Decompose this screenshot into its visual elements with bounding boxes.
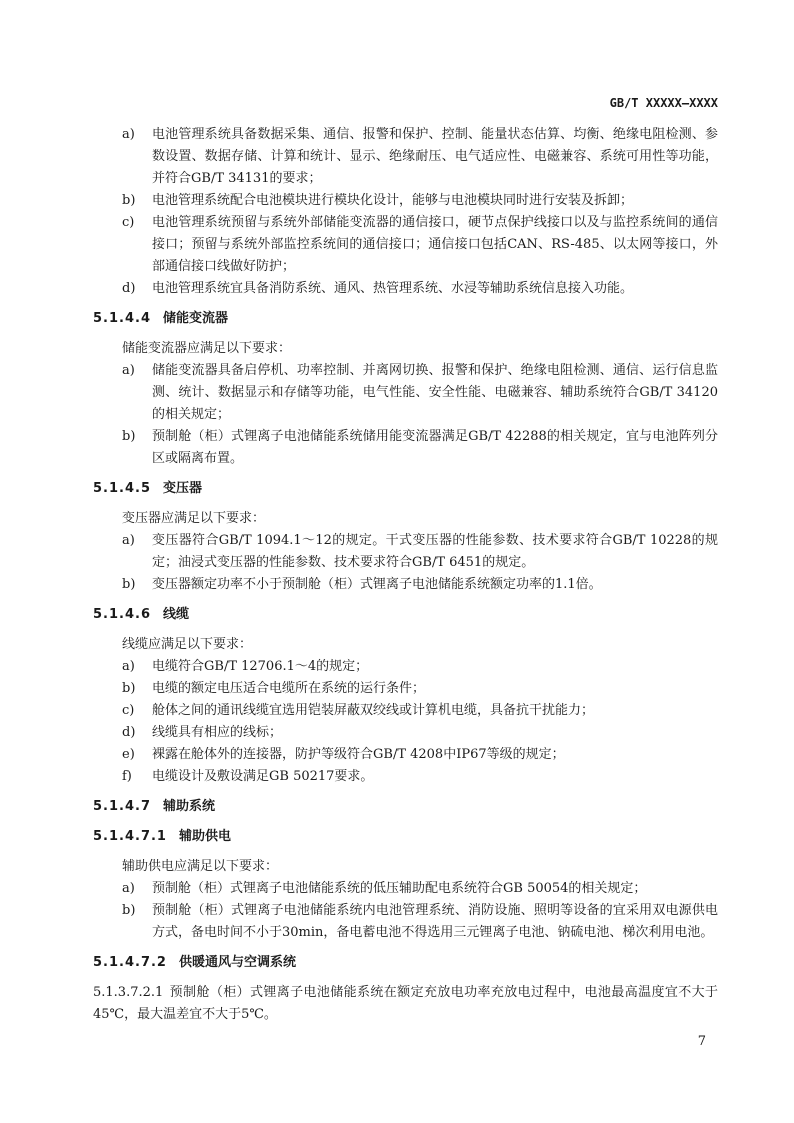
page-number: 7 bbox=[697, 1034, 706, 1049]
page-content bbox=[93, 124, 718, 1026]
section-intro: 变压器应满足以下要求： bbox=[122, 511, 266, 526]
section-title: 辅助系统 bbox=[163, 799, 216, 814]
list-item-label: a) bbox=[122, 127, 135, 142]
section-heading-aux-power bbox=[93, 826, 718, 848]
list-item-text: 舱体之间的通讯线缆宜选用铠装屏蔽双绞线或计算机电缆，具备抗干扰能力； bbox=[152, 703, 595, 718]
list-item-text: 预制舱（柜）式锂离子电池储能系统储用能变流器满足GB/T 42288的相关规定，宜与电池阵列分区或隔离布置。 bbox=[152, 429, 718, 466]
list-item-text: 预制舱（柜）式锂离子电池储能系统的低压辅助配电系统符合GB 50054的相关规定； bbox=[152, 881, 647, 896]
list-item bbox=[93, 426, 718, 470]
list-item bbox=[93, 574, 718, 596]
section-heading-aux bbox=[93, 796, 718, 818]
list-item bbox=[93, 212, 718, 278]
list-item-text: 电池管理系统具备数据采集、通信、报警和保护、控制、能量状态估算、均衡、绝缘电阻检测、参数设置、数据存储、计算和统计、显示、绝缘耐压、电气适应性、电磁兼容、系统可用性等功能，并符合GB/T 34131的要求； bbox=[152, 127, 718, 186]
list-item-label: a) bbox=[122, 533, 135, 548]
section-heading-hvac bbox=[93, 952, 718, 974]
list-item-label: c) bbox=[122, 215, 135, 230]
clause-number: 5.1.3.7.2.1 bbox=[93, 985, 164, 1000]
section-title: 供暖通风与空调系统 bbox=[178, 955, 296, 970]
section-intro: 储能变流器应满足以下要求： bbox=[122, 341, 292, 356]
list-item bbox=[93, 722, 718, 744]
section-number: 5.1.4.5 bbox=[93, 481, 151, 496]
section-intro: 辅助供电应满足以下要求： bbox=[122, 859, 279, 874]
section-title: 线缆 bbox=[163, 607, 190, 622]
section-number: 5.1.4.6 bbox=[93, 607, 151, 622]
section-title: 变压器 bbox=[163, 481, 203, 496]
list-item bbox=[93, 656, 718, 678]
list-item-text: 电缆的额定电压适合电缆所在系统的运行条件； bbox=[152, 681, 426, 696]
list-item-label: c) bbox=[122, 703, 135, 718]
section-number: 5.1.4.7.2 bbox=[93, 955, 167, 970]
list-item-label: b) bbox=[122, 577, 136, 592]
section-intro: 线缆应满足以下要求： bbox=[122, 637, 253, 652]
section-number: 5.1.4.4 bbox=[93, 311, 151, 326]
list-item bbox=[93, 900, 718, 944]
list-item-text: 变压器符合GB/T 1094.1～12的规定。干式变压器的性能参数、技术要求符合GB/T 10228的规定；油浸式变压器的性能参数、技术要求符合GB/T 6451的规定。 bbox=[152, 533, 718, 570]
list-item bbox=[93, 700, 718, 722]
section-title: 辅助供电 bbox=[178, 829, 231, 844]
list-item bbox=[93, 530, 718, 574]
list-item-text: 电池管理系统宜具备消防系统、通风、热管理系统、水浸等辅助系统信息接入功能。 bbox=[152, 281, 634, 296]
clause-text: 预制舱（柜）式锂离子电池储能系统在额定充放电功率充放电过程中，电池最高温度宜不大于45℃，最大温差宜不大于5℃。 bbox=[93, 985, 718, 1022]
list-item bbox=[93, 878, 718, 900]
list-item-label: a) bbox=[122, 881, 135, 896]
list-item-label: b) bbox=[122, 429, 136, 444]
list-item-label: e) bbox=[122, 747, 135, 762]
section-heading-transformer bbox=[93, 478, 718, 500]
list-item-text: 线缆具有相应的线标； bbox=[152, 725, 283, 740]
clause-paragraph bbox=[93, 982, 718, 1026]
list-item-label: b) bbox=[122, 193, 136, 208]
section-heading-cable bbox=[93, 604, 718, 626]
list-item-label: a) bbox=[122, 659, 135, 674]
list-item bbox=[93, 744, 718, 766]
list-item-text: 裸露在舱体外的连接器，防护等级符合GB/T 4208中IP67等级的规定； bbox=[152, 747, 565, 762]
list-item-text: 电缆符合GB/T 12706.1～4的规定； bbox=[152, 659, 369, 674]
list-item bbox=[93, 766, 718, 788]
bms-requirements-list bbox=[93, 124, 718, 300]
list-item-label: a) bbox=[122, 363, 135, 378]
document-code: GB/T XXXXX—XXXX bbox=[609, 96, 718, 110]
list-item-text: 电池管理系统预留与系统外部储能变流器的通信接口，硬节点保护线接口以及与监控系统间的通信接口；预留与系统外部监控系统间的通信接口；通信接口包括CAN、RS-485、以太网等接口，外部通信接口线做好防护； bbox=[152, 215, 718, 274]
section-number: 5.1.4.7.1 bbox=[93, 829, 167, 844]
list-item-text: 变压器额定功率不小于预制舱（柜）式锂离子电池储能系统额定功率的1.1倍。 bbox=[152, 577, 602, 592]
list-item-label: d) bbox=[122, 281, 136, 296]
list-item bbox=[93, 190, 718, 212]
section-heading-pcs bbox=[93, 308, 718, 330]
list-item-label: f) bbox=[122, 769, 132, 784]
list-item-label: b) bbox=[122, 681, 136, 696]
list-item bbox=[93, 124, 718, 190]
list-item-label: b) bbox=[122, 903, 136, 918]
list-item-text: 电缆设计及敷设满足GB 50217要求。 bbox=[152, 769, 374, 784]
list-item-text: 储能变流器具备启停机、功率控制、并离网切换、报警和保护、绝缘电阻检测、通信、运行信息监测、统计、数据显示和存储等功能，电气性能、安全性能、电磁兼容、辅助系统符合GB/T 34120的相关规定； bbox=[152, 363, 718, 422]
list-item-text: 预制舱（柜）式锂离子电池储能系统内电池管理系统、消防设施、照明等设备的宜采用双电源供电方式，备电时间不小于30min，备电蓄电池不得选用三元锂离子电池、钠硫电池、梯次利用电池。 bbox=[152, 903, 718, 940]
list-item bbox=[93, 678, 718, 700]
section-title: 储能变流器 bbox=[163, 311, 229, 326]
list-item-text: 电池管理系统配合电池模块进行模块化设计，能够与电池模块同时进行安装及拆卸； bbox=[152, 193, 634, 208]
list-item bbox=[93, 278, 718, 300]
list-item bbox=[93, 360, 718, 426]
list-item-label: d) bbox=[122, 725, 136, 740]
section-number: 5.1.4.7 bbox=[93, 799, 151, 814]
